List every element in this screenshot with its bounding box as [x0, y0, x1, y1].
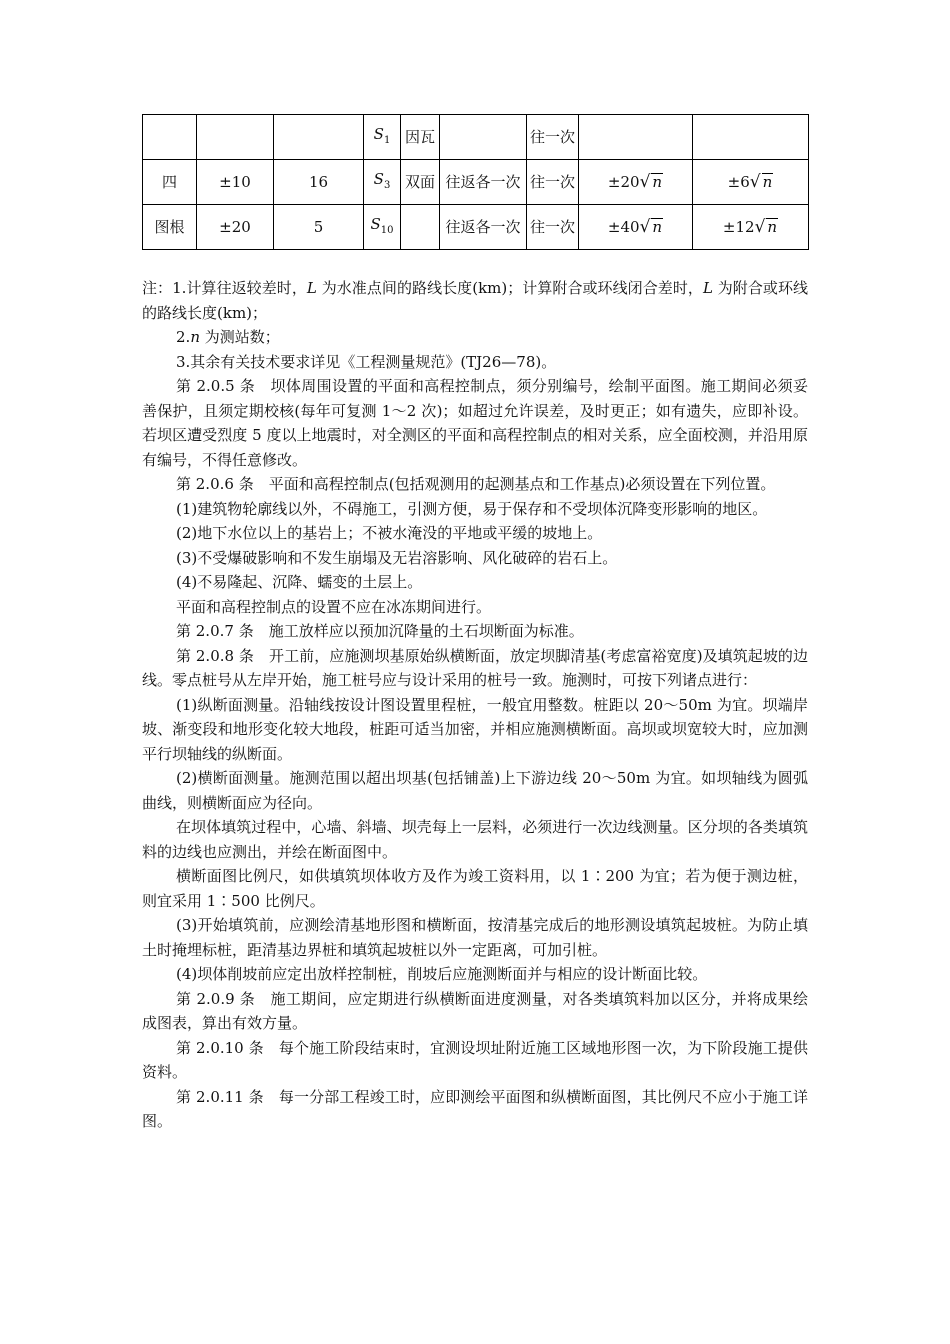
flat-cell [579, 160, 693, 205]
table-row [143, 160, 809, 205]
table-row [143, 205, 809, 250]
table-row [143, 115, 809, 160]
instrument-cell [364, 115, 401, 160]
list-item: (2)横断面测量。施测范围以超出坝基(包括铺盖)上下游边线 20～50m 为宜。如坝轴线为圆弧曲线，则横断面应为径向。 [142, 769, 808, 812]
note-2 [142, 325, 808, 350]
grade-cell: 四 [143, 160, 197, 205]
hill-cell [693, 115, 809, 160]
note-symbol: n [190, 328, 200, 346]
grade-cell: 图根 [143, 205, 197, 250]
instrument-symbol: S [373, 169, 384, 188]
paragraph: 在坝体填筑过程中，心墙、斜墙、坝壳每上一层料，必须进行一次边线测量。区分坝的各类填筑料的边线也应测出，并绘在断面图中。 [142, 818, 808, 861]
article-2-0-5: 第 2.0.5 条 坝体周围设置的平面和高程控制点，须分别编号，绘制平面图。施工期间必须妥善保护，且须定期校核(每年可复测 1～2 次)；如超过允许误差，及时更正；如有遗失，应即补设。若坝区遭受烈度 5 度以上地震时，对全测区的平面和高程控制点的相对关系，应全面校测，并沿用原有编号，不得任意修改。 [142, 377, 808, 469]
length-cell [274, 115, 364, 160]
note-text: 注：1.计算往返较差时， [142, 279, 307, 297]
article-2-0-9: 第 2.0.9 条 施工期间，应定期进行纵横断面进度测量，对各类填筑料加以区分，并将成果绘成图表，算出有效方量。 [142, 989, 808, 1032]
obs-other-cell: 往一次 [527, 115, 579, 160]
sqrt-symbol: √ [639, 171, 651, 192]
body-text [142, 276, 808, 1134]
flat-variable: n [652, 217, 663, 236]
instrument-cell [364, 205, 401, 250]
note-text: 为水准点间的路线长度(km)；计算附合或环线闭合差时， [316, 279, 703, 297]
article-2-0-7: 第 2.0.7 条 施工放样应以预加沉降量的土石坝断面为标准。 [176, 622, 584, 640]
note-symbol: L [306, 279, 317, 297]
instrument-symbol: S [370, 214, 381, 233]
sqrt-symbol: √ [749, 171, 761, 192]
instrument-subscript: 3 [383, 179, 391, 191]
obs-level-cell: 往返各一次 [440, 205, 527, 250]
flat-cell [579, 115, 693, 160]
hill-coefficient: ±12 [722, 217, 755, 236]
instrument-subscript: 10 [380, 224, 394, 236]
list-item: (1)建筑物轮廓线以外，不碍施工，引测方便，易于保存和不受坝体沉降变形影响的地区。 [176, 499, 768, 518]
note-text: 2. [176, 328, 191, 346]
note-text: 为测站数； [199, 328, 280, 346]
article-2-0-10: 第 2.0.10 条 每个施工阶段结束时，宜测设坝址附近施工区域地形图一次，为下阶段施工提供资料。 [142, 1038, 808, 1081]
obs-other-cell: 往一次 [527, 160, 579, 205]
flat-coefficient: ±20 [607, 172, 640, 191]
sqrt-symbol: √ [639, 216, 651, 237]
hill-cell [693, 160, 809, 205]
note-1 [142, 276, 808, 325]
length-cell: 16 [274, 160, 364, 205]
obs-other-cell: 往一次 [527, 205, 579, 250]
hill-cell [693, 205, 809, 250]
hill-coefficient: ±6 [727, 172, 750, 191]
note-text: 为附合或环线的路线长度(km)； [142, 279, 808, 322]
paragraph: 横断面图比例尺，如供填筑坝体收方及作为竣工资料用，以 1∶200 为宜；若为便于测边桩，则宜采用 1∶500 比例尺。 [142, 867, 808, 910]
staff-cell: 因瓦 [401, 115, 440, 160]
paragraph: 平面和高程控制点的设置不应在冰冻期间进行。 [176, 597, 492, 616]
article-2-0-8: 第 2.0.8 条 开工前，应施测坝基原始纵横断面，放定坝脚清基(考虑富裕宽度)及填筑起坡的边线。零点桩号从左岸开始，施工桩号应与设计采用的桩号一致。施测时，可按下列诸点进行： [142, 646, 808, 689]
flat-variable: n [652, 172, 663, 191]
instrument-cell [364, 160, 401, 205]
instrument-symbol: S [373, 124, 384, 143]
grade-cell [143, 115, 197, 160]
list-item: (4)坝体削坡前应定出放样控制桩，削坡后应施测断面并与相应的设计断面比较。 [176, 965, 708, 983]
list-item: (1)纵断面测量。沿轴线按设计图设置里程桩，一般宜用整数。桩距以 20～50m 为宜。坝端岸坡、渐变段和地形变化较大地段，桩距可适当加密，并相应施测横断面。高坝或坝宽较大时，应加测平行坝轴线的纵断面。 [142, 695, 808, 763]
note-symbol: L [702, 279, 713, 297]
list-item: (3)不受爆破影响和不发生崩塌及无岩溶影响、风化破碎的岩石上。 [176, 548, 618, 567]
hill-variable: n [767, 217, 778, 236]
obs-level-cell [440, 115, 527, 160]
closure-cell: ±20 [197, 205, 274, 250]
flat-cell [579, 205, 693, 250]
leveling-spec-table [142, 114, 809, 250]
instrument-subscript: 1 [383, 134, 391, 146]
closure-cell [197, 115, 274, 160]
flat-coefficient: ±40 [607, 217, 640, 236]
list-item: (2)地下水位以上的基岩上；不被水淹没的平地或平缓的坡地上。 [176, 524, 603, 542]
hill-variable: n [762, 172, 773, 191]
obs-level-cell: 往返各一次 [440, 160, 527, 205]
sqrt-symbol: √ [754, 216, 766, 237]
article-2-0-6: 第 2.0.6 条 平面和高程控制点(包括观测用的起测基点和工作基点)必须设置在下列位置。 [176, 475, 776, 493]
staff-cell: 双面 [401, 160, 440, 205]
list-item: (4)不易隆起、沉降、蠕变的土层上。 [176, 573, 423, 591]
closure-cell: ±10 [197, 160, 274, 205]
list-item: (3)开始填筑前，应测绘清基地形图和横断面，按清基完成后的地形测设填筑起坡桩。为防止填土时掩埋标桩，距清基边界桩和填筑起坡桩以外一定距离，可加引桩。 [142, 916, 808, 959]
staff-cell [401, 205, 440, 250]
article-2-0-11: 第 2.0.11 条 每一分部工程竣工时，应即测绘平面图和纵横断面图，其比例尺不应小于施工详图。 [142, 1087, 808, 1130]
length-cell: 5 [274, 205, 364, 250]
note-3: 3.其余有关技术要求详见《工程测量规范》(TJ26—78)。 [176, 352, 557, 371]
